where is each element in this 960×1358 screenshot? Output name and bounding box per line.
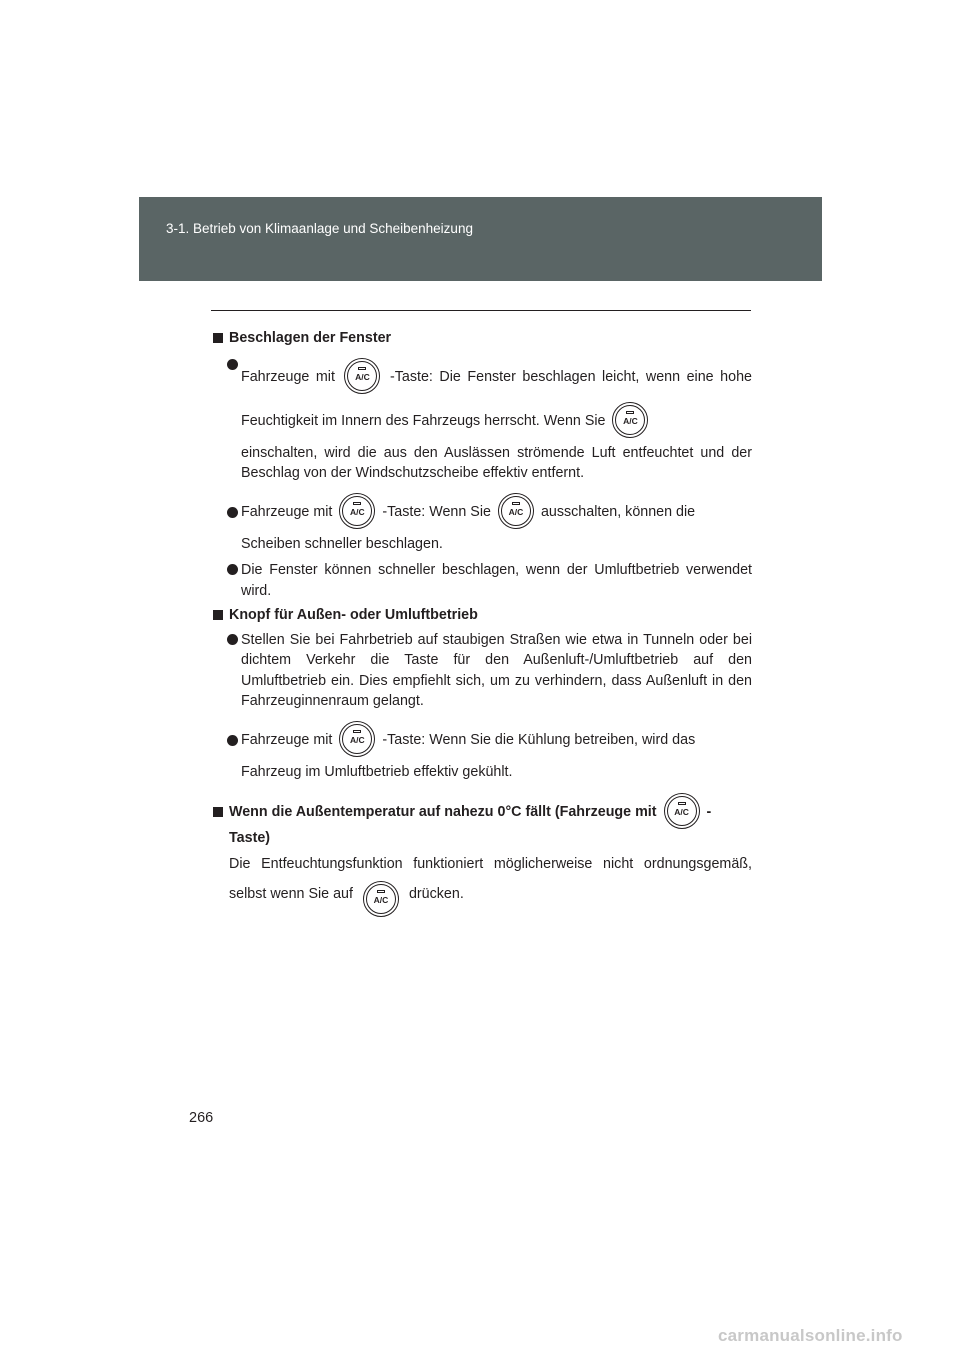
ac-button-icon: A/C xyxy=(344,358,380,394)
heading-umluft xyxy=(212,605,752,626)
bullet-item: Fahrzeuge mit A/C -Taste: Wenn Sie A/C ausschalten, können die Scheiben schneller beschlagen. xyxy=(212,490,752,555)
square-bullet-icon xyxy=(213,333,223,343)
square-bullet-icon xyxy=(213,610,223,620)
round-bullet-icon xyxy=(227,634,238,645)
round-bullet-icon xyxy=(227,507,238,518)
divider xyxy=(211,310,751,311)
watermark: carmanualsonline.info xyxy=(718,1326,903,1345)
round-bullet-icon xyxy=(227,564,238,575)
section-header xyxy=(139,197,822,281)
heading-temperatur: Wenn die Außentemperatur auf nahezu 0°C fällt (Fahrzeuge mit A/C - xyxy=(212,790,752,834)
bullet-item: Stellen Sie bei Fahrbetrieb auf staubigen Straßen wie etwa in Tunneln oder bei dichtem Verkehr die Taste für den Außenluft-/Umluftbetrieb auf den Umluftbetrieb ein. Dies empfiehlt sich, um zu verhindern, dass Außenluft in den Fahrzeuginnenraum gelangt. xyxy=(212,630,752,712)
ac-button-icon: A/C xyxy=(498,493,534,529)
ac-button-icon: A/C xyxy=(612,402,648,438)
section-title: 3-1. Betrieb von Klimaanlage und Scheibenheizung xyxy=(166,221,473,236)
ac-button-icon: A/C xyxy=(363,881,399,917)
bullet-item: Fahrzeuge mit A/C -Taste: Wenn Sie die Kühlung betreiben, wird das Fahrzeug im Umluftbetrieb effektiv gekühlt. xyxy=(212,718,752,783)
paragraph: Die Entfeuchtungsfunktion funktioniert möglicherweise nicht ordnungsgemäß, selbst wenn Sie auf A/C drücken. xyxy=(212,853,752,913)
heading-beschlagen xyxy=(212,328,752,349)
heading-text: Knopf für Außen- oder Umluftbetrieb xyxy=(229,607,478,623)
ac-button-icon: A/C xyxy=(339,721,375,757)
ac-button-icon: A/C xyxy=(339,493,375,529)
round-bullet-icon xyxy=(227,735,238,746)
round-bullet-icon xyxy=(227,359,238,370)
main-content xyxy=(212,328,752,913)
bullet-item: Die Fenster können schneller beschlagen, wenn der Umluftbetrieb verwendet wird. xyxy=(212,560,752,601)
ac-button-icon: A/C xyxy=(664,793,700,829)
page-number: 266 xyxy=(189,1110,214,1126)
square-bullet-icon xyxy=(213,807,223,817)
heading-text: Beschlagen der Fenster xyxy=(229,330,392,346)
heading-continuation: Taste) xyxy=(229,830,271,846)
bullet-item: Fahrzeuge mit A/C -Taste: Die Fenster beschlagen leicht, wenn eine hohe Feuchtigkeit im Innern des Fahrzeugs herrscht. Wenn Sie A/C einschalten, wird die aus den Auslässen strömende Luft entfeuchtet und der Beschlag von der Windschutzscheibe effektiv entfernt. xyxy=(212,355,752,484)
